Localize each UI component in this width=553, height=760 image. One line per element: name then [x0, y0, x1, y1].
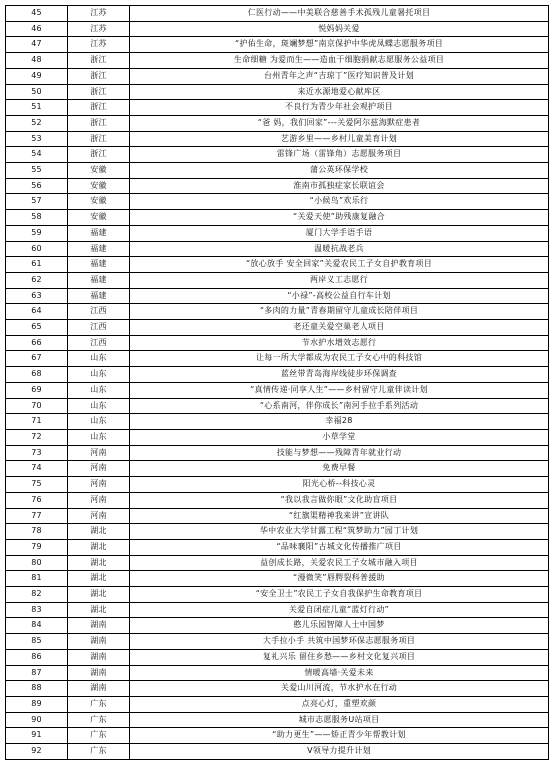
province-cell: 安徽	[68, 210, 130, 226]
row-number: 84	[6, 618, 68, 634]
row-number: 90	[6, 712, 68, 728]
row-number: 50	[6, 84, 68, 100]
project-name-cell: “真情传递·同享人生”——乡村留守儿童伴读计划	[130, 382, 549, 398]
project-name-cell: 蒲公英环保学校	[130, 163, 549, 179]
project-name-cell: 不良行为青少年社会观护项目	[130, 100, 549, 116]
row-number: 58	[6, 210, 68, 226]
table-row	[6, 539, 549, 555]
table-row	[6, 712, 549, 728]
province-cell: 河南	[68, 477, 130, 493]
table-row	[6, 84, 549, 100]
project-name-cell: “爸 妈，我们回家”---关爱阿尔兹海默症患者	[130, 115, 549, 131]
row-number: 54	[6, 147, 68, 163]
project-name-cell: 华中农业大学甘露工程“筑梦助力”园丁计划	[130, 524, 549, 540]
province-cell: 安徽	[68, 163, 130, 179]
province-cell: 江西	[68, 304, 130, 320]
project-name-cell: 大手拉小手 共筑中国梦环保志愿服务项目	[130, 634, 549, 650]
province-cell: 福建	[68, 257, 130, 273]
table-row	[6, 634, 549, 650]
project-name-cell: “安全卫士”农民工子女自我保护生命教育项目	[130, 587, 549, 603]
province-cell: 湖南	[68, 665, 130, 681]
province-cell: 福建	[68, 288, 130, 304]
table-row	[6, 492, 549, 508]
province-cell: 浙江	[68, 115, 130, 131]
table-row	[6, 524, 549, 540]
table-row	[6, 335, 549, 351]
project-name-cell: V领导力提升计划	[130, 744, 549, 760]
table-row	[6, 665, 549, 681]
row-number: 83	[6, 602, 68, 618]
row-number: 82	[6, 587, 68, 603]
province-cell: 浙江	[68, 100, 130, 116]
table-row	[6, 429, 549, 445]
row-number: 61	[6, 257, 68, 273]
row-number: 78	[6, 524, 68, 540]
project-name-cell: 幸福28	[130, 414, 549, 430]
project-name-cell: “心系南河，伴你成长”南河手拉手系列活动	[130, 398, 549, 414]
row-number: 80	[6, 555, 68, 571]
project-name-cell: “小禄”-高校公益自行车计划	[130, 288, 549, 304]
project-name-cell: “漫微笑”唇腭裂科普援助	[130, 571, 549, 587]
table-row	[6, 178, 549, 194]
row-number: 65	[6, 320, 68, 336]
province-cell: 湖南	[68, 649, 130, 665]
row-number: 49	[6, 68, 68, 84]
province-cell: 江西	[68, 320, 130, 336]
project-name-cell: 节水护水增效志愿行	[130, 335, 549, 351]
project-name-cell: “放心放手 安全回家”关爱农民工子女自护教育项目	[130, 257, 549, 273]
province-cell: 山东	[68, 382, 130, 398]
province-cell: 山东	[68, 351, 130, 367]
row-number: 68	[6, 367, 68, 383]
province-cell: 湖南	[68, 681, 130, 697]
project-name-cell: “品味襄阳”古城文化传播推广项目	[130, 539, 549, 555]
row-number: 70	[6, 398, 68, 414]
project-name-cell: 关爱自闭症儿童“蓝灯行动”	[130, 602, 549, 618]
table-row	[6, 21, 549, 37]
project-name-cell: 生命细糖 为爱而生——造血干细胞捐献志愿服务公益项目	[130, 53, 549, 69]
row-number: 88	[6, 681, 68, 697]
province-cell: 广东	[68, 744, 130, 760]
row-number: 53	[6, 131, 68, 147]
province-cell: 河南	[68, 508, 130, 524]
province-cell: 湖北	[68, 571, 130, 587]
table-row	[6, 367, 549, 383]
project-name-cell: “红旗渠精神我来讲”宣讲队	[130, 508, 549, 524]
province-cell: 湖北	[68, 539, 130, 555]
row-number: 48	[6, 53, 68, 69]
row-number: 69	[6, 382, 68, 398]
row-number: 66	[6, 335, 68, 351]
table-row	[6, 6, 549, 22]
province-cell: 湖北	[68, 524, 130, 540]
province-cell: 湖南	[68, 634, 130, 650]
province-cell: 浙江	[68, 68, 130, 84]
project-name-cell: 温暖抗战老兵	[130, 241, 549, 257]
table-row	[6, 115, 549, 131]
table-row	[6, 147, 549, 163]
table-row	[6, 461, 549, 477]
project-name-cell: “多肉的力量”青春期留守儿童成长陪伴项目	[130, 304, 549, 320]
table-row	[6, 100, 549, 116]
project-name-cell: “关爱天使”助残康复融合	[130, 210, 549, 226]
row-number: 92	[6, 744, 68, 760]
project-name-cell: 来近水源地爱心献库区	[130, 84, 549, 100]
project-name-cell: 阳光心桥--科技心灵	[130, 477, 549, 493]
province-cell: 江西	[68, 335, 130, 351]
province-cell: 湖北	[68, 602, 130, 618]
project-name-cell: 仁医行动——中美联合慈善手术孤残儿童暑托项目	[130, 6, 549, 22]
table-row	[6, 68, 549, 84]
project-name-cell: 悦妈妈关爱	[130, 21, 549, 37]
province-cell: 山东	[68, 398, 130, 414]
row-number: 74	[6, 461, 68, 477]
row-number: 81	[6, 571, 68, 587]
table-row	[6, 304, 549, 320]
project-name-cell: 城市志愿服务U站项目	[130, 712, 549, 728]
project-name-cell: 淮南市孤独症家长联谊会	[130, 178, 549, 194]
province-cell: 山东	[68, 429, 130, 445]
project-name-cell: 关爱山川河流，节水护水在行动	[130, 681, 549, 697]
row-number: 47	[6, 37, 68, 53]
table-row	[6, 571, 549, 587]
province-cell: 浙江	[68, 131, 130, 147]
project-name-cell: 技能与梦想——残障青年就业行动	[130, 445, 549, 461]
row-number: 85	[6, 634, 68, 650]
row-number: 45	[6, 6, 68, 22]
province-cell: 安徽	[68, 194, 130, 210]
project-name-cell: 憨儿乐园智障人士中国梦	[130, 618, 549, 634]
row-number: 46	[6, 21, 68, 37]
province-cell: 广东	[68, 696, 130, 712]
project-name-cell: 艺游乡里——乡村儿童美育计划	[130, 131, 549, 147]
row-number: 64	[6, 304, 68, 320]
province-cell: 河南	[68, 461, 130, 477]
table-row	[6, 414, 549, 430]
table-row	[6, 696, 549, 712]
table-row	[6, 37, 549, 53]
table-row	[6, 398, 549, 414]
province-cell: 浙江	[68, 147, 130, 163]
row-number: 79	[6, 539, 68, 555]
table-row	[6, 555, 549, 571]
table-row	[6, 288, 549, 304]
project-name-cell: 蓝丝带青岛海岸线徒步环保调查	[130, 367, 549, 383]
table-row	[6, 508, 549, 524]
project-name-cell: “我以我言做你眼”文化助盲项目	[130, 492, 549, 508]
project-name-cell: “护佑生命，斑斓梦想”南京保护中华虎凤蝶志愿服务项目	[130, 37, 549, 53]
project-name-cell: 复礼兴乐 留住乡愁——乡村文化复兴项目	[130, 649, 549, 665]
row-number: 73	[6, 445, 68, 461]
table-row	[6, 272, 549, 288]
row-number: 89	[6, 696, 68, 712]
project-name-cell: 免费早餐	[130, 461, 549, 477]
table-row	[6, 618, 549, 634]
row-number: 67	[6, 351, 68, 367]
project-table-body	[6, 6, 549, 760]
table-row	[6, 649, 549, 665]
table-row	[6, 320, 549, 336]
table-row	[6, 602, 549, 618]
row-number: 52	[6, 115, 68, 131]
table-row	[6, 351, 549, 367]
row-number: 86	[6, 649, 68, 665]
project-name-cell: 老还童关爱空巢老人项目	[130, 320, 549, 336]
province-cell: 湖北	[68, 555, 130, 571]
row-number: 91	[6, 728, 68, 744]
province-cell: 江苏	[68, 6, 130, 22]
table-row	[6, 744, 549, 760]
table-row	[6, 445, 549, 461]
table-row	[6, 587, 549, 603]
project-name-cell: 点亮心灯，重塑欢颜	[130, 696, 549, 712]
row-number: 63	[6, 288, 68, 304]
province-cell: 浙江	[68, 84, 130, 100]
row-number: 76	[6, 492, 68, 508]
row-number: 51	[6, 100, 68, 116]
province-cell: 湖北	[68, 587, 130, 603]
table-row	[6, 163, 549, 179]
province-cell: 山东	[68, 367, 130, 383]
project-name-cell: 小草学堂	[130, 429, 549, 445]
province-cell: 河南	[68, 445, 130, 461]
province-cell: 福建	[68, 225, 130, 241]
project-name-cell: “小候鸟”欢乐行	[130, 194, 549, 210]
project-table	[5, 5, 549, 760]
province-cell: 湖南	[68, 618, 130, 634]
row-number: 75	[6, 477, 68, 493]
project-name-cell: 情暖高墙·关爱未来	[130, 665, 549, 681]
row-number: 55	[6, 163, 68, 179]
table-row	[6, 131, 549, 147]
row-number: 72	[6, 429, 68, 445]
table-row	[6, 194, 549, 210]
table-row	[6, 257, 549, 273]
project-name-cell: 让每一所大学都成为农民工子女心中的科技馆	[130, 351, 549, 367]
project-name-cell: 两岸义工志愿行	[130, 272, 549, 288]
province-cell: 浙江	[68, 53, 130, 69]
project-name-cell: 厦门大学手语手语	[130, 225, 549, 241]
project-name-cell: 雷锋广场（雷锋角）志愿服务项目	[130, 147, 549, 163]
row-number: 71	[6, 414, 68, 430]
province-cell: 广东	[68, 728, 130, 744]
province-cell: 安徽	[68, 178, 130, 194]
table-row	[6, 210, 549, 226]
table-row	[6, 477, 549, 493]
province-cell: 山东	[68, 414, 130, 430]
province-cell: 福建	[68, 241, 130, 257]
province-cell: 河南	[68, 492, 130, 508]
table-row	[6, 241, 549, 257]
table-row	[6, 53, 549, 69]
row-number: 77	[6, 508, 68, 524]
project-name-cell: 台州青年之声“吉琼丁”医疗知识普及计划	[130, 68, 549, 84]
project-name-cell: “助力更生”——矫正青少年帮教计划	[130, 728, 549, 744]
table-row	[6, 225, 549, 241]
province-cell: 广东	[68, 712, 130, 728]
row-number: 59	[6, 225, 68, 241]
province-cell: 江苏	[68, 37, 130, 53]
row-number: 60	[6, 241, 68, 257]
row-number: 57	[6, 194, 68, 210]
project-name-cell: 益创成长路，关爱农民工子女城市融入项目	[130, 555, 549, 571]
table-row	[6, 681, 549, 697]
row-number: 87	[6, 665, 68, 681]
row-number: 62	[6, 272, 68, 288]
row-number: 56	[6, 178, 68, 194]
table-row	[6, 382, 549, 398]
province-cell: 江苏	[68, 21, 130, 37]
province-cell: 福建	[68, 272, 130, 288]
